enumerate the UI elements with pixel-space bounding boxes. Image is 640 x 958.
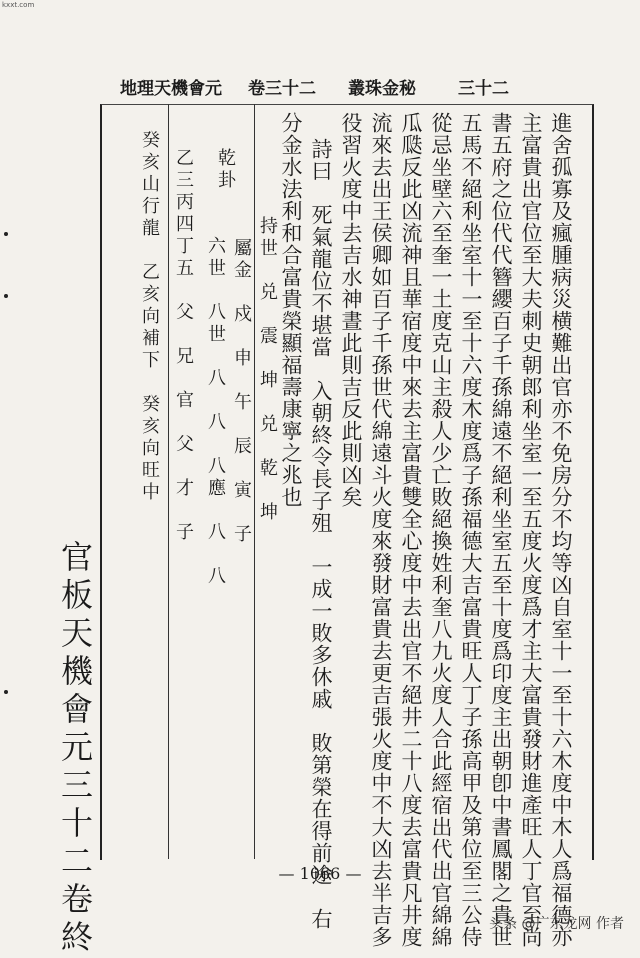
text-column: 分金水法利和合富貴榮顯福壽康寧之兆也: [279, 112, 303, 508]
gua-row-shi: 六世 八世 八 八 八應 八 八: [205, 236, 226, 588]
site-label: kxxt.com: [2, 1, 35, 9]
book-title: 地理天機會元: [120, 79, 222, 99]
volume-label: 卷三十二: [248, 79, 316, 99]
text-column: 進舍孤寡及瘋腫病災横難出官亦不免房分不均等凶自室十一至十六木度中木人爲福德亦: [549, 112, 573, 948]
collection-label: 叢珠金秘: [348, 79, 416, 99]
page-number: — 1066 —: [278, 864, 362, 883]
text-column: 從忌坐壁六至奎一土度克山主殺人少亡敗絕換姓利奎八九火度人合此經宿出代出官綿綿: [429, 112, 453, 948]
section-number: 三十二: [458, 79, 509, 99]
running-header: [120, 74, 550, 100]
volume-ending: 官板天機會元三十二卷終: [56, 540, 94, 958]
poem-column: 詩曰 死氣龍位不堪當 入朝終令長子殂 一成一敗多休戚 敗第榮在得前途 右: [309, 138, 333, 930]
margin-mark: [4, 690, 8, 694]
text-column: 五馬不絕利坐室十一至十六度木度爲子孫福德大吉富貴旺人丁子孫高甲及第位至三公侍: [459, 112, 483, 948]
text-column: 瓜瓞反此凶流神且華宿度中來去主富貴雙全心度中去出官不絕井二十八度去富貴凡井度: [399, 112, 423, 948]
margin-mark: [4, 232, 8, 236]
column-divider: [254, 104, 255, 859]
text-column: 役習火度中去吉水神晝此則吉反此則凶矣: [339, 112, 363, 508]
column-divider: [168, 104, 169, 859]
gua-row-gan: 乙三丙四丁五 父 兄 官 父 才 子: [173, 148, 194, 544]
gua-row-shu: 屬金 戍 申 午 辰 寅 子: [231, 238, 252, 546]
margin-mark: [4, 294, 8, 298]
text-column: 流來去出王侯卿如百子千孫世代綿遠斗火度來發財富貴去更吉張火度中不大凶去半吉多: [369, 112, 393, 948]
gua-title: 乾卦: [215, 148, 236, 192]
text-column: 書五府之位代代簪纓百子千孫綿遠不絕利坐室五至十度爲印度主出朝卽中書鳳閣之貴世: [489, 112, 513, 948]
gua-row-chi: 持世 兑 震 坤 兑 乾 坤: [257, 216, 278, 524]
text-column: 主富貴出官位至大夫刺史朝郎利坐室一至五度火度爲才主大富貴發財進產旺人丁官至尚: [519, 112, 543, 948]
watermark: 头条 @广东龙网 作者: [489, 916, 624, 932]
note-column: 癸亥山行龍 乙亥向補下 癸亥向旺中: [139, 130, 160, 504]
